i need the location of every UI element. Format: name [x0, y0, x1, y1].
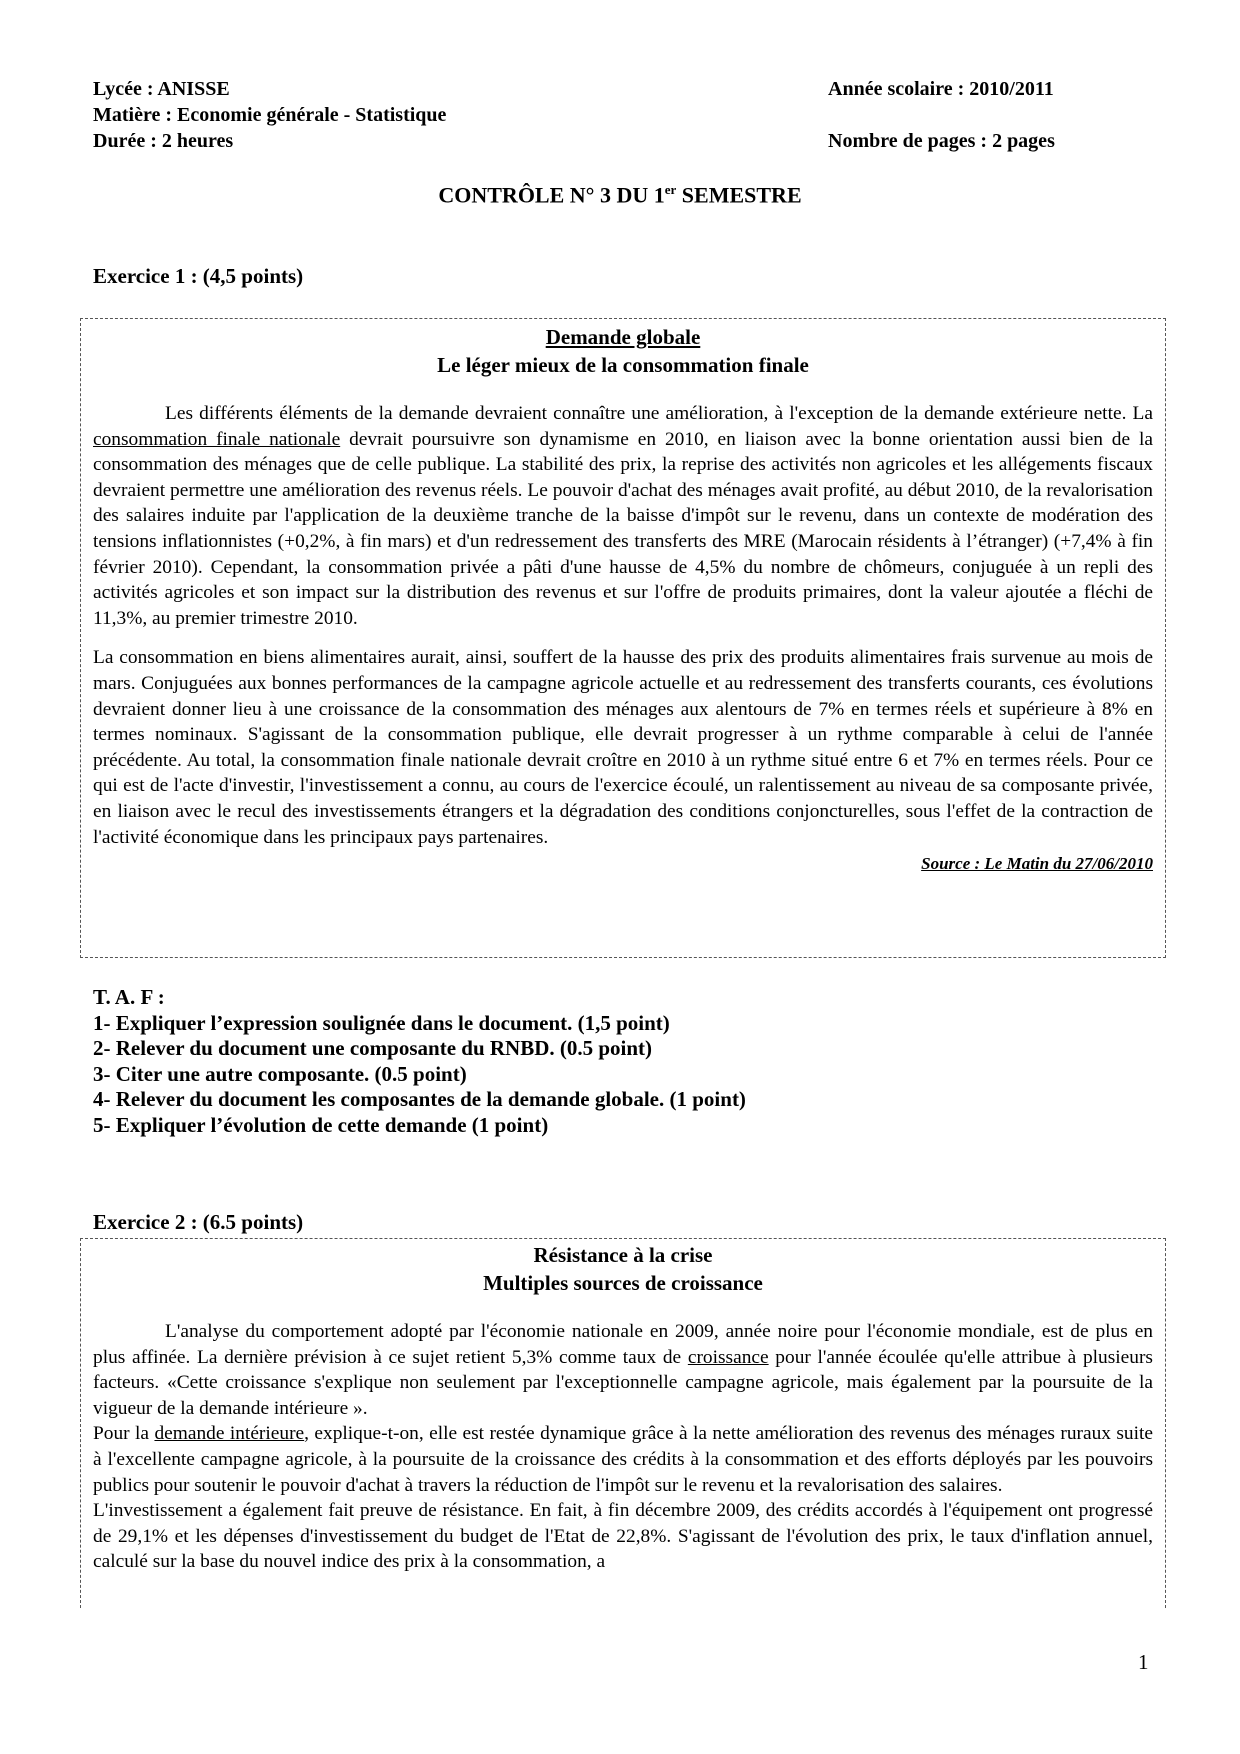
- subject: Matière : Economie générale - Statistique: [93, 104, 447, 126]
- exercise-1-heading: Exercice 1 : (4,5 points): [93, 264, 304, 288]
- document-1-paragraph-2: La consommation en biens alimentaires aurait, ainsi, souffert de la hausse des prix des produits alimentaires frais survenue au mois de mars. Conjuguées aux bonnes performances de la campagne agricole actuelle et au redressement des transferts courants, ces évolutions devraient donner lieu à une croissance de la consommation des ménages aux alentours de 7% en termes réels et supérieure à 8% en termes nominaux. S'agissant de la consommation publique, elle devrait progresser à un rythme comparable à celui de l'année précédente. Au total, la consommation finale nationale devrait croître en 2010 à un rythme situé entre 6 et 7% en termes réels. Pour ce qui est de l'acte d'investir, l'investissement a connu, au cours de l'exercice écoulé, un ralentissement au niveau de sa composante privée, en liaison avec le recul des investissements étrangers et la dégradation des conditions conjoncturelles, sous l'effet de la contraction de l'activité économique dans les principaux pays partenaires.: [93, 647, 1153, 848]
- header-left: [93, 76, 446, 154]
- document-2-text: [93, 1319, 1153, 1575]
- document-2-paragraph-3: L'investissement a également fait preuve de résistance. En fait, à fin décembre 2009, des crédits accordés à l'équipement ont progressé de 29,1% et les dépenses d'investissement du budget de l'Etat de 22,8%. S'agissant de l'évolution des prix, le taux d'inflation annuel, calculé sur la base du nouvel indice des prix à la consommation, a: [93, 1500, 1153, 1573]
- document-1-paragraph-1: Les différents éléments de la demande devraient connaître une amélioration, à l'exception de la demande extérieure nette. La consommation finale nationale devrait poursuivre son dynamisme en 2010, en liaison avec la bonne orientation aussi bien de la consommation des ménages que de celle publique. La stabilité des prix, la reprise des activités non agricoles et les allégements fiscaux devraient permettre une amélioration des revenus réels. Le pouvoir d'achat des ménages avait profité, au début 2010, de la revalorisation des salaires induite par l'application de la deuxième tranche de la baisse d'impôt sur le revenu, dans un contexte de modération des tensions inflationnistes (+0,2%, à fin mars) et d'un redressement des transferts des MRE (Marocain résidents à l’étranger) (+7,4% à fin février 2010). Cependant, la consommation privée a pâti d'une hausse de 4,5% du nombre de chômeurs, conjuguée à un repli des activités agricoles et son impact sur la distribution des revenus et sur l'offre de produits primaires, dont la valeur ajoutée a fléchi de 11,3%, au premier trimestre 2010.: [93, 403, 1153, 629]
- title-superscript: er: [664, 182, 677, 197]
- document-1-subtitle: Le léger mieux de la consommation finale: [437, 353, 809, 377]
- question-1: 1- Expliquer l’expression soulignée dans le document. (1,5 point): [93, 1010, 670, 1035]
- page-number: 1: [1138, 1650, 1149, 1674]
- exercise-2-document-box: [80, 1238, 1166, 1608]
- question-3: 3- Citer une autre composante. (0.5 point): [93, 1061, 467, 1086]
- document-1-text: [93, 401, 1153, 850]
- document-2-paragraph-2: Pour la demande intérieure, explique-t-on, elle est restée dynamique grâce à la nette amélioration des revenus des ménages ruraux suite à l'excellente campagne agricole, à la poursuite de la croissance des crédits à la consommation et des efforts déployés par les pouvoirs publics pour soutenir le pouvoir d'achat à travers la réduction de l'impôt sur le revenu et la revalorisation des salaires.: [93, 1423, 1154, 1496]
- taf-label: T. A. F :: [93, 985, 165, 1009]
- exercise-1-document-box: [80, 318, 1166, 958]
- school-name: Lycée : ANISSE: [93, 78, 230, 100]
- exercise-2-heading: Exercice 2 : (6.5 points): [93, 1210, 304, 1234]
- underlined-croissance: croissance: [687, 1346, 769, 1368]
- page-count: Nombre de pages : 2 pages: [828, 130, 1055, 152]
- duration: Durée : 2 heures: [93, 130, 234, 152]
- page-title: CONTRÔLE N° 3 DU 1er SEMESTRE: [438, 182, 802, 208]
- document-2-subtitle: Multiples sources de croissance: [483, 1271, 763, 1295]
- question-2: 2- Relever du document une composante du RNBD. (0.5 point): [93, 1036, 653, 1061]
- question-5: 5- Expliquer l’évolution de cette demande (1 point): [93, 1112, 549, 1137]
- question-4: 4- Relever du document les composantes de la demande globale. (1 point): [93, 1087, 746, 1112]
- underlined-demande-interieure: demande intérieure: [154, 1423, 305, 1445]
- document-2-paragraph-1: L'analyse du comportement adopté par l'économie nationale en 2009, année noire pour l'économie mondiale, est de plus en plus affinée. La dernière prévision à ce sujet retient 5,3% comme taux de croissance pour l'année écoulée qu'elle attribue à plusieurs facteurs. «Cette croissance s'explique non seulement par l'exceptionnelle campagne agricole, mais également par la poursuite de la vigueur de la demande intérieure ».: [93, 1321, 1153, 1419]
- school-year: Année scolaire : 2010/2011: [828, 78, 1054, 100]
- taf-block: [93, 985, 746, 1139]
- document-1-title: Demande globale: [545, 325, 701, 349]
- document-1-source: Source : Le Matin du 27/06/2010: [921, 854, 1153, 874]
- underlined-expression: consommation finale nationale: [93, 428, 341, 450]
- document-2-title: Résistance à la crise: [533, 1243, 713, 1267]
